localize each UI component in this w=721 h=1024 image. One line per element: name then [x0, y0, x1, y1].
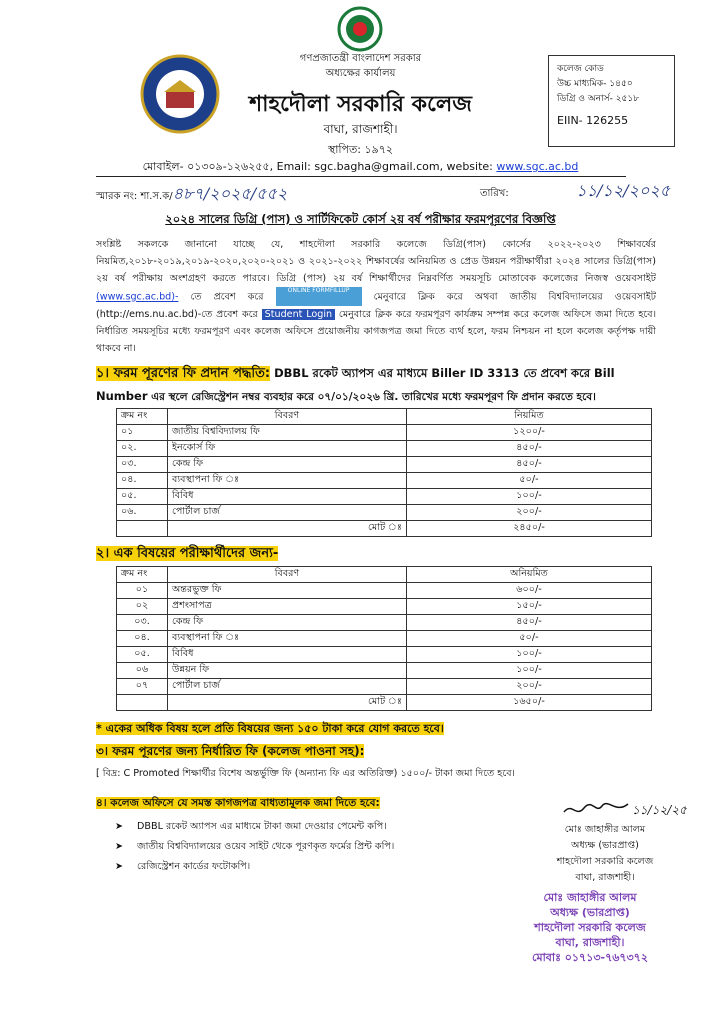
intro-text-2: তে প্রবেশ করে	[178, 291, 276, 303]
contact-text: মোবাইল- ০১৩০৯-১২৬২৫৫, Email: sgc.bagha@gmail.com, website:	[142, 160, 497, 173]
section-1-instruction: এর স্থলে রেজিস্ট্রেশন নম্বর ব্যবহার করে ০৭/০১/২০২৬ খ্রি. তারিখের মধ্যে ফরমপূরণ ফি প্রদান করতে হবে।	[147, 391, 596, 403]
college-name: শাহদৌলা সরকারি কলেজ	[249, 91, 472, 117]
cell-description: ব্যবস্থাপনা ফি ঃ	[168, 473, 407, 489]
signatory-name: মোঃ জাহাঙ্গীর আলম	[564, 824, 646, 835]
code-box-degree: ডিগ্রি ও অনার্স- ২৫১৮	[557, 94, 640, 104]
section-3-heading	[96, 743, 364, 763]
cell-serial: ০৪.	[117, 473, 168, 489]
regular-fee-table	[116, 408, 652, 537]
section-4-heading	[96, 796, 380, 813]
table-total-row	[117, 695, 652, 711]
cell-description: পোর্টাল চার্জ	[168, 505, 407, 521]
college-website-link[interactable]: (www.sgc.ac.bd)-	[96, 291, 179, 303]
stamp-college: শাহদৌলা সরকারি কলেজ	[534, 921, 646, 934]
extra-subject-note	[96, 720, 444, 739]
cell-serial: ০৬.	[117, 505, 168, 521]
cell-description: ব্যবস্থাপনা ফি ঃ	[168, 631, 407, 647]
cell-description: বিবিধ	[168, 647, 407, 663]
extra-subject-note-text: * একের অধিক বিষয় হলে প্রতি বিষয়ের জন্য ১৫০ টাকা করে যোগ করতে হবে।	[96, 722, 444, 735]
notice-title: ২০২৪ সালের ডিগ্রি (পাস) ও সার্টিফিকেট কোর্স ২য় বর্ষ পরীক্ষার ফরমপূরণের বিজ্ঞপ্তি	[165, 212, 556, 226]
cell-serial: ০১	[117, 425, 168, 441]
cell-serial: ০২	[117, 599, 168, 615]
cell-description: অন্তরভুক্ত ফি	[168, 583, 407, 599]
cell-description: উন্নয়ন ফি	[168, 663, 407, 679]
signature-date: ১১/১২/২৫	[632, 803, 687, 817]
table-total-row	[117, 521, 652, 537]
cell-amount: ৫০/-	[407, 473, 652, 489]
total-label: মোট ঃ	[168, 695, 407, 711]
cell-amount: ৪৫০/-	[407, 615, 652, 631]
intro-text-4: মেনুবারে ক্লিক করে ফরমপূরণ কার্যক্রম সম্পন্ন করে কলেজ অফিসে জমা দিতে হবে। নির্ধারিত সময়সূচির মধ্যে ফরমপূরণ এবং কলেজ অফিসে প্রয়োজনীয় কাগজপত্র জমা দিতে ব্যর্থ হলে, ফরম নিশ্চয়ন না হলে কলেজ কর্তৃপক্ষ দায়ী থাকবে না।	[96, 309, 656, 354]
signatory-place: বাঘা, রাজশাহী।	[575, 872, 635, 883]
cell-serial: ০১	[117, 583, 168, 599]
table-row	[117, 457, 652, 473]
cell-serial: ০৬	[117, 663, 168, 679]
cell-serial: ০৭	[117, 679, 168, 695]
date-label: তারিখ:	[480, 188, 509, 199]
total-label: মোট ঃ	[168, 521, 407, 537]
header-divider	[96, 176, 626, 177]
signature-scribble	[562, 800, 632, 820]
cell-serial: ০৩.	[117, 615, 168, 631]
college-address: বাঘা, রাজশাহী।	[323, 122, 398, 136]
list-item: ➤ জাতীয় বিশ্ববিদ্যালয়ের ওয়েব সাইট থেকে পূরণকৃত ফর্মের প্রিন্ট কপি।	[115, 837, 394, 857]
col-serial: ক্রম নং	[117, 567, 168, 583]
contact-line	[0, 158, 721, 177]
cell-serial: ০৩.	[117, 457, 168, 473]
cell-description: কেন্দ্র ফি	[168, 457, 407, 473]
stamp-name: মোঃ জাহাঙ্গীর আলম	[543, 891, 637, 904]
required-documents-list	[115, 817, 394, 877]
intro-text-1: সংশ্লিষ্ট সকলকে জানানো যাচ্ছে যে, শাহদৌলা সরকারি কলেজে ডিগ্রি(পাস) কোর্সের ২০২২-২০২৩ শিক্ষাবর্ষের নিয়মিত,২০১৮-২০১৯,২০১৯-২০২০,২০২০-২০২১ ও ২০২১-২০২২ শিক্ষাবর্ষের অনিয়মিত ও প্রেড উন্নয়ন পরীক্ষার্থীরা ২০২৪ সালের ডিগ্রি(পাস) ২য় বর্ষ পরীক্ষায় অংশগ্রহণ করতে পারবে। ডিগ্রি (পাস) ২য় বর্ষ শিক্ষার্থীদের নিম্নবর্ণিত সময়সূচি মোতাবেক কলেজের নিজস্ব ওয়েবসাইট	[96, 239, 656, 284]
memo-prefix: স্মারক নং: শা.স.ক/	[96, 191, 173, 202]
table-row	[117, 631, 652, 647]
established-line: স্থাপিত: ১৯৭২	[327, 143, 394, 156]
irregular-fee-table	[116, 566, 652, 711]
cell-amount: ২০০/-	[407, 505, 652, 521]
list-item: ➤ রেজিস্ট্রেশন কার্ডের ফটোকপি।	[115, 857, 394, 877]
student-login-badge: Student Login	[262, 309, 335, 320]
col-regular: নিয়মিত	[407, 409, 652, 425]
cell-amount: ১০০/-	[407, 647, 652, 663]
college-code-box	[548, 55, 675, 147]
cell-amount: ১০০/-	[407, 663, 652, 679]
table-header-row	[117, 567, 652, 583]
section-2-heading	[96, 544, 278, 565]
section-1-method: DBBL রকেট অ্যাপস এর মাধ্যমে Biller ID 3313 তে প্রবেশ করে Bill Number	[96, 366, 615, 403]
date-line	[480, 178, 670, 205]
table-row	[117, 599, 652, 615]
cell-amount: ১২০০/-	[407, 425, 652, 441]
cell-description: প্রশংসাপত্র	[168, 599, 407, 615]
date-handwritten: ১১/১২/২০২৫	[576, 181, 671, 200]
cell-amount: ৪৫০/-	[407, 441, 652, 457]
signature-block	[540, 822, 670, 886]
table-row	[117, 583, 652, 599]
cell-amount: ১০০/-	[407, 489, 652, 505]
cell-serial: ০৫.	[117, 647, 168, 663]
cell-description: পোর্টাল চার্জ	[168, 679, 407, 695]
cell-serial: ০৪.	[117, 631, 168, 647]
code-box-eiin: EIIN- 126255	[557, 114, 629, 127]
section-4-heading-text: ৪। কলেজ অফিসে যে সমস্ত কাগজপত্র বাধ্যতামূলক জমা দিতে হবে:	[96, 797, 380, 809]
stamp-phone: মোবাঃ ০১৭১৩-৭৬৭৩৭২	[532, 951, 648, 964]
special-fee-note: [ বিদ্র: C Promoted শিক্ষার্থীর বিশেষ অন্তর্ভুক্তি ফি (অন্যান্য ফি এর অতিরিক্ত) ১৫০০/- টাকা জমা দিতে হবে।	[96, 768, 515, 779]
cell-amount: ২০০/-	[407, 679, 652, 695]
website-link[interactable]: www.sgc.ac.bd	[496, 160, 579, 173]
memo-number	[96, 181, 287, 208]
cell-description: বিবিধ	[168, 489, 407, 505]
government-seal	[337, 6, 383, 52]
intro-paragraph	[96, 236, 656, 357]
table-row	[117, 441, 652, 457]
cell-amount: ৬০০/-	[407, 583, 652, 599]
total-amount: ১৬৫০/-	[407, 695, 652, 711]
section-3-heading-text: ৩। ফরম পূরণের জন্য নির্ধারিত ফি (কলেজ পাওনা সহ):	[96, 744, 365, 758]
cell-serial: ০২.	[117, 441, 168, 457]
memo-handwritten: ৪৮৭/২০২৫/৫৫২	[172, 184, 288, 203]
list-item: ➤ DBBL রকেট অ্যাপস এর মাধ্যমে টাকা জমা দেওয়ার পেমেন্ট কপি।	[115, 817, 394, 837]
cell-description: কেন্দ্র ফি	[168, 615, 407, 631]
table-header-row	[117, 409, 652, 425]
table-row	[117, 679, 652, 695]
section-2-heading-text: ২। এক বিষয়ের পরীক্ষার্থীদের জন্য-	[96, 546, 279, 561]
table-row	[117, 425, 652, 441]
col-description: বিবরণ	[168, 409, 407, 425]
cell-serial: ০৫.	[117, 489, 168, 505]
table-row	[117, 505, 652, 521]
table-row	[117, 647, 652, 663]
table-row	[117, 489, 652, 505]
cell-description: জাতীয় বিশ্ববিদ্যালয় ফি	[168, 425, 407, 441]
col-serial: ক্রম নং	[117, 409, 168, 425]
stamp-title: অধ্যক্ষ (ভারপ্রাপ্ত)	[550, 906, 630, 919]
col-irregular: অনিয়মিত	[407, 567, 652, 583]
total-amount: ২৪৫০/-	[407, 521, 652, 537]
cell-amount: ১৫০/-	[407, 599, 652, 615]
code-box-hsc: উচ্চ মাধ্যমিক- ১৪৫০	[557, 79, 633, 89]
cell-description: ইনকোর্স ফি	[168, 441, 407, 457]
intro-text-3: মেনুবারে ক্লিক করে অথবা জাতীয় বিশ্ববিদ্যালয়ের ওয়েবসাইট (http://ems.nu.ac.bd)-তে প্রবেশ করে	[96, 291, 657, 320]
signatory-title: অধ্যক্ষ (ভারপ্রাপ্ত)	[571, 840, 639, 851]
table-row	[117, 615, 652, 631]
cell-amount: ৫০/-	[407, 631, 652, 647]
official-stamp	[505, 890, 675, 965]
cell-amount: ৪৫০/-	[407, 457, 652, 473]
table-row	[117, 663, 652, 679]
col-description: বিবরণ	[168, 567, 407, 583]
table-row	[117, 473, 652, 489]
section-1-heading: ১। ফরম পূরণের ফি প্রদান পদ্ধতি:	[96, 366, 271, 381]
government-line: গণপ্রজাতন্ত্রী বাংলাদেশ সরকার	[299, 53, 422, 64]
stamp-place: বাঘা, রাজশাহী।	[555, 936, 625, 949]
section-1	[96, 362, 656, 408]
office-line: অধ্যক্ষের কার্যালয়	[325, 68, 396, 79]
code-box-title: কলেজ কোড	[557, 64, 604, 74]
online-formfillup-badge: ONLINE FORMFILLUP	[276, 287, 362, 306]
signatory-college: শাহদৌলা সরকারি কলেজ	[556, 856, 654, 867]
